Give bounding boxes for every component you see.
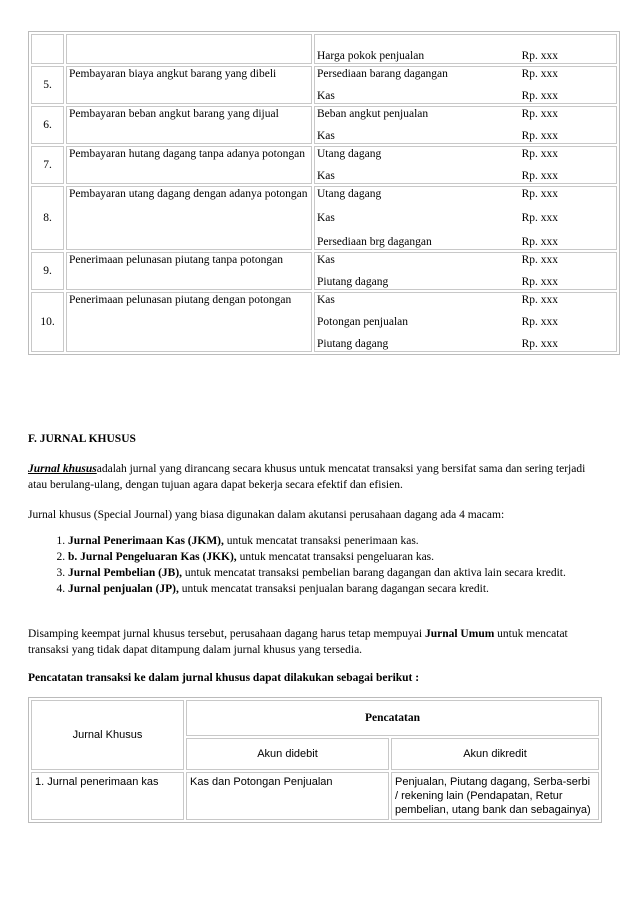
cell-debit: Kas dan Potongan Penjualan (186, 772, 389, 820)
account-name: Persediaan brg dagangan (317, 236, 432, 248)
journal-entries (314, 252, 617, 290)
amount: Rp. xxx (521, 68, 558, 80)
entry-line (317, 49, 614, 63)
header-journal: Jurnal Khusus (31, 700, 184, 770)
cell-journal: 1. Jurnal penerimaan kas (31, 772, 184, 820)
journal-entries (314, 292, 617, 352)
transaction-description (66, 34, 312, 64)
table-row (31, 252, 617, 290)
amount: Rp. xxx (521, 130, 558, 142)
list-item: 4. Jurnal penjualan (JP), untuk mencatat transaksi penjualan barang dagangan secara kredit. (68, 581, 638, 597)
transaction-description: Pembayaran beban angkut barang yang dijual (66, 106, 312, 144)
account-name: Piutang dagang (317, 276, 389, 288)
amount: Rp. xxx (521, 170, 558, 182)
general-journal-paragraph: Disamping keempat jurnal khusus tersebut, perusahaan dagang harus tetap mempuyai Jurnal Umum untuk mencatat transaksi yang tidak dapat ditampung dalam jurnal khusus yang tersedia. (28, 628, 568, 656)
account-name: Utang dagang (317, 188, 382, 200)
journal-types-list (28, 533, 638, 597)
entry-line (317, 129, 614, 143)
account-name: Kas (317, 254, 335, 266)
row-number: 7. (31, 146, 64, 184)
table-row (31, 106, 617, 144)
journal-entries (314, 146, 617, 184)
definition-term: Jurnal khusus (28, 463, 97, 475)
amount: Rp. xxx (521, 294, 558, 306)
transaction-description: Pembayaran hutang dagang tanpa adanya potongan (66, 146, 312, 184)
account-name: Potongan penjualan (317, 316, 409, 328)
list-item: 3. Jurnal Pembelian (JB), untuk mencatat transaksi pembelian barang dagangan dan aktiva lain secara kredit. (68, 565, 638, 581)
amount: Rp. xxx (521, 90, 558, 102)
row-number: 10. (31, 292, 64, 352)
account-name: Piutang dagang (317, 338, 389, 350)
account-name: Kas (317, 90, 335, 102)
amount: Rp. xxx (521, 316, 558, 328)
journal-entries (314, 66, 617, 104)
table-row (31, 66, 617, 104)
header-recording: Pencatatan (186, 700, 599, 736)
entry-line (317, 275, 614, 289)
types-intro: Jurnal khusus (Special Journal) yang biasa digunakan dalam akutansi perusahaan dagang ada 4 macam: (28, 509, 505, 521)
entry-line (317, 315, 614, 329)
row-number (31, 34, 64, 64)
special-journal-table (28, 697, 602, 823)
amount: Rp. xxx (521, 236, 558, 248)
amount: Rp. xxx (521, 254, 558, 266)
amount: Rp. xxx (521, 108, 558, 120)
definition-text: adalah jurnal yang dirancang secara khusus untuk mencatat transaksi yang bersifat sama dan sering terjadi atau berulang-ulang, dengan tujuan agara dapat bekerja secara efektif dan efisien. (28, 463, 586, 491)
transaction-description: Penerimaan pelunasan piutang dengan potongan (66, 292, 312, 352)
table-row (31, 146, 617, 184)
cell-credit: Penjualan, Piutang dagang, Serba-serbi / rekening lain (Pendapatan, Retur pembelian, utang bank dan sebagainya) (391, 772, 599, 820)
account-name: Harga pokok penjualan (317, 50, 425, 62)
amount: Rp. xxx (521, 148, 558, 160)
journal-entries (314, 34, 617, 64)
header-credit: Akun dikredit (391, 738, 599, 770)
row-number: 6. (31, 106, 64, 144)
header-debit: Akun didebit (186, 738, 389, 770)
entry-line (317, 293, 614, 307)
account-name: Persediaan barang dagangan (317, 68, 448, 80)
amount: Rp. xxx (521, 50, 558, 62)
table-row (31, 292, 617, 352)
entry-line (317, 187, 614, 201)
recording-intro: Pencatatan transaksi ke dalam jurnal khusus dapat dilakukan sebagai berikut : (28, 672, 420, 684)
journal-entries (314, 106, 617, 144)
journal-entries-table (28, 31, 620, 355)
row-number: 8. (31, 186, 64, 250)
entry-line (317, 253, 614, 267)
entry-line (317, 337, 614, 351)
journal-entries (314, 186, 617, 250)
amount: Rp. xxx (521, 338, 558, 350)
row-number: 9. (31, 252, 64, 290)
definition-paragraph (28, 461, 598, 493)
account-name: Kas (317, 130, 335, 142)
entry-line (317, 169, 614, 183)
table-row (31, 772, 599, 820)
table-row (31, 186, 617, 250)
entry-line (317, 107, 614, 121)
row-number: 5. (31, 66, 64, 104)
entry-line (317, 211, 614, 225)
account-name: Beban angkut penjualan (317, 108, 429, 120)
entry-line (317, 147, 614, 161)
list-item: 1. Jurnal Penerimaan Kas (JKM), untuk mencatat transaksi penerimaan kas. (68, 533, 638, 549)
account-name: Kas (317, 294, 335, 306)
account-name: Utang dagang (317, 148, 382, 160)
entry-line (317, 67, 614, 81)
amount: Rp. xxx (521, 212, 558, 224)
transaction-description: Penerimaan pelunasan piutang tanpa potongan (66, 252, 312, 290)
table-row (31, 34, 617, 64)
amount: Rp. xxx (521, 276, 558, 288)
section-heading: F. JURNAL KHUSUS (28, 433, 136, 445)
account-name: Kas (317, 170, 335, 182)
transaction-description: Pembayaran biaya angkut barang yang dibeli (66, 66, 312, 104)
general-journal-term: Jurnal Umum (424, 628, 495, 640)
transaction-description: Pembayaran utang dagang dengan adanya potongan (66, 186, 312, 250)
entry-line (317, 89, 614, 103)
account-name: Kas (317, 212, 335, 224)
list-item: 2. b. Jurnal Pengeluaran Kas (JKK), untuk mencatat transaksi pengeluaran kas. (68, 549, 638, 565)
amount: Rp. xxx (521, 188, 558, 200)
entry-line (317, 235, 614, 249)
